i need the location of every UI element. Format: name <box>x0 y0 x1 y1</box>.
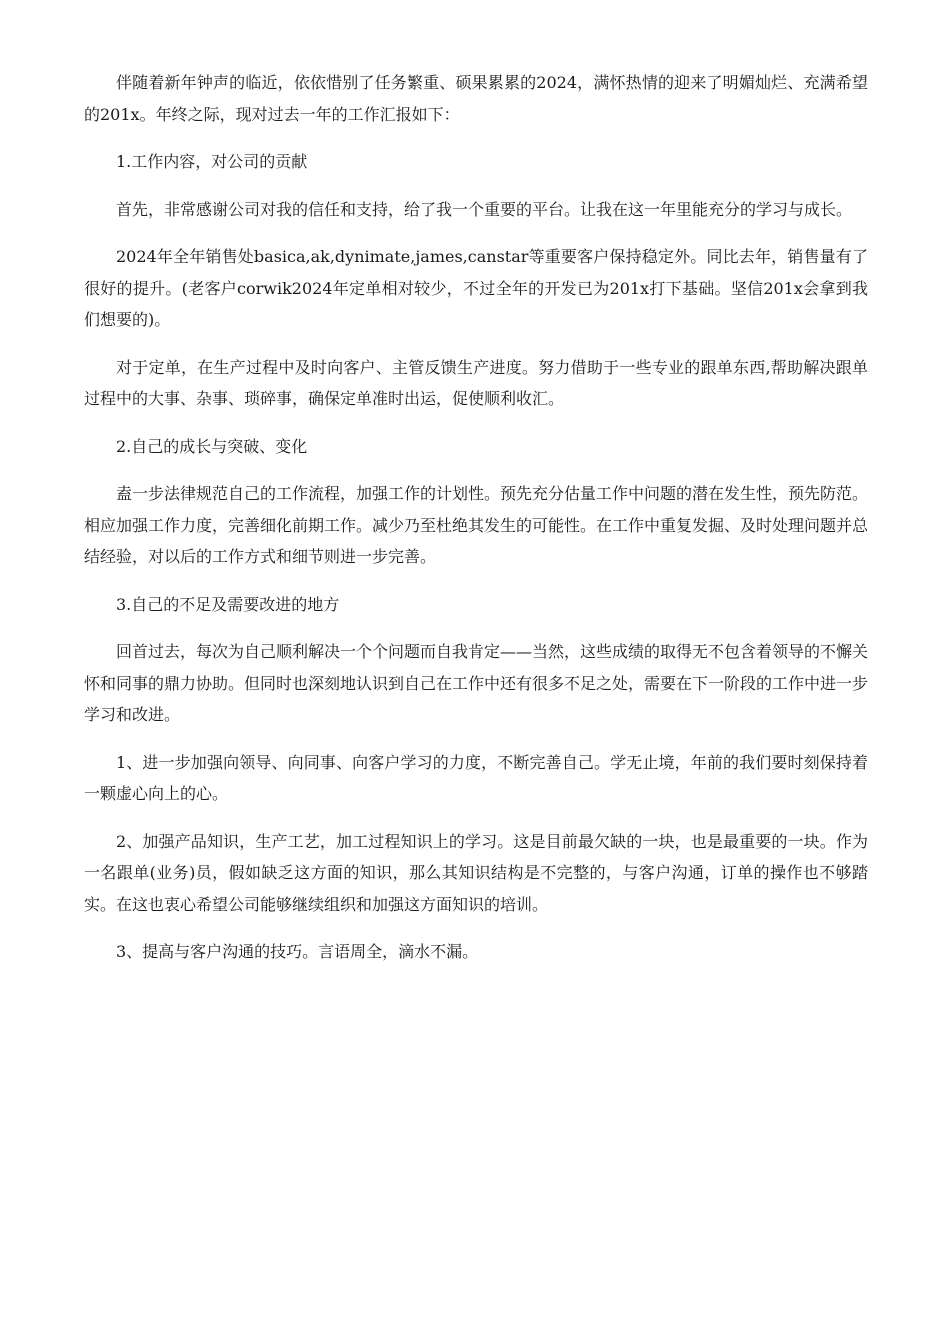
document-body <box>84 67 868 984</box>
thanks-paragraph: 首先，非常感谢公司对我的信任和支持，给了我一个重要的平台。让我在这一年里能充分的学习与成长。 <box>116 199 853 219</box>
section-heading-1: 1.工作内容，对公司的贡献 <box>116 152 308 171</box>
improvement-item-1: 1、进一步加强向领导、向同事、向客户学习的力度，不断完善自己。学无止境，年前的我们要时刻保持着一颗虚心向上的心。 <box>84 752 868 803</box>
improvement-item-2: 2、加强产品知识，生产工艺，加工过程知识上的学习。这是目前最欠缺的一块，也是最重要的一块。作为一名跟单(业务)员，假如缺乏这方面的知识，那么其知识结构是不完整的，与客户沟通，订单的操作也不够踏实。在这也衷心希望公司能够继续组织和加强这方面知识的培训。 <box>84 831 868 914</box>
section-heading-3: 3.自己的不足及需要改进的地方 <box>116 594 340 614</box>
review-paragraph: 回首过去，每次为自己顺利解决一个个问题而自我肯定——当然，这些成绩的取得无不包含着领导的不懈关怀和同事的鼎力协助。但同时也深刻地认识到自己在工作中还有很多不足之处，需要在下一阶段的工作中进一步学习和改进。 <box>84 642 869 724</box>
growth-paragraph: 盍一步法律规范自己的工作流程，加强工作的计划性。预先充分估量工作中问题的潜在发生性，预先防范。相应加强工作力度，完善细化前期工作。减少乃至杜绝其发生的可能性。在工作中重复发掘、及时处理问题并总结经验，对以后的工作方式和细节则进一步完善。 <box>84 484 869 566</box>
section-heading-2: 2.自己的成长与突破、变化 <box>116 436 308 456</box>
intro-paragraph: 伴随着新年钟声的临近，依依惜别了任务繁重、硕果累累的2024，满怀热情的迎来了明媚灿烂、充满希望的201x。年终之际，现对过去一年的工作汇报如下： <box>84 73 868 124</box>
sales-paragraph: 2024年全年销售处basica,ak,dynimate,james,canstar等重要客户保持稳定外。同比去年，销售量有了很好的提升。(老客户corwik2024年定单相对较少，不过全年的开发已为201x打下基础。坚信201x会拿到我们想要的)。 <box>84 247 868 329</box>
improvement-item-3: 3、提高与客户沟通的技巧。言语周全，滴水不漏。 <box>116 942 479 961</box>
order-paragraph: 对于定单，在生产过程中及时向客户、主管反馈生产进度。努力借助于一些专业的跟单东西,帮助解决跟单过程中的大事、杂事、琐碎事，确保定单准时出运，促使顺利收汇。 <box>84 357 868 408</box>
